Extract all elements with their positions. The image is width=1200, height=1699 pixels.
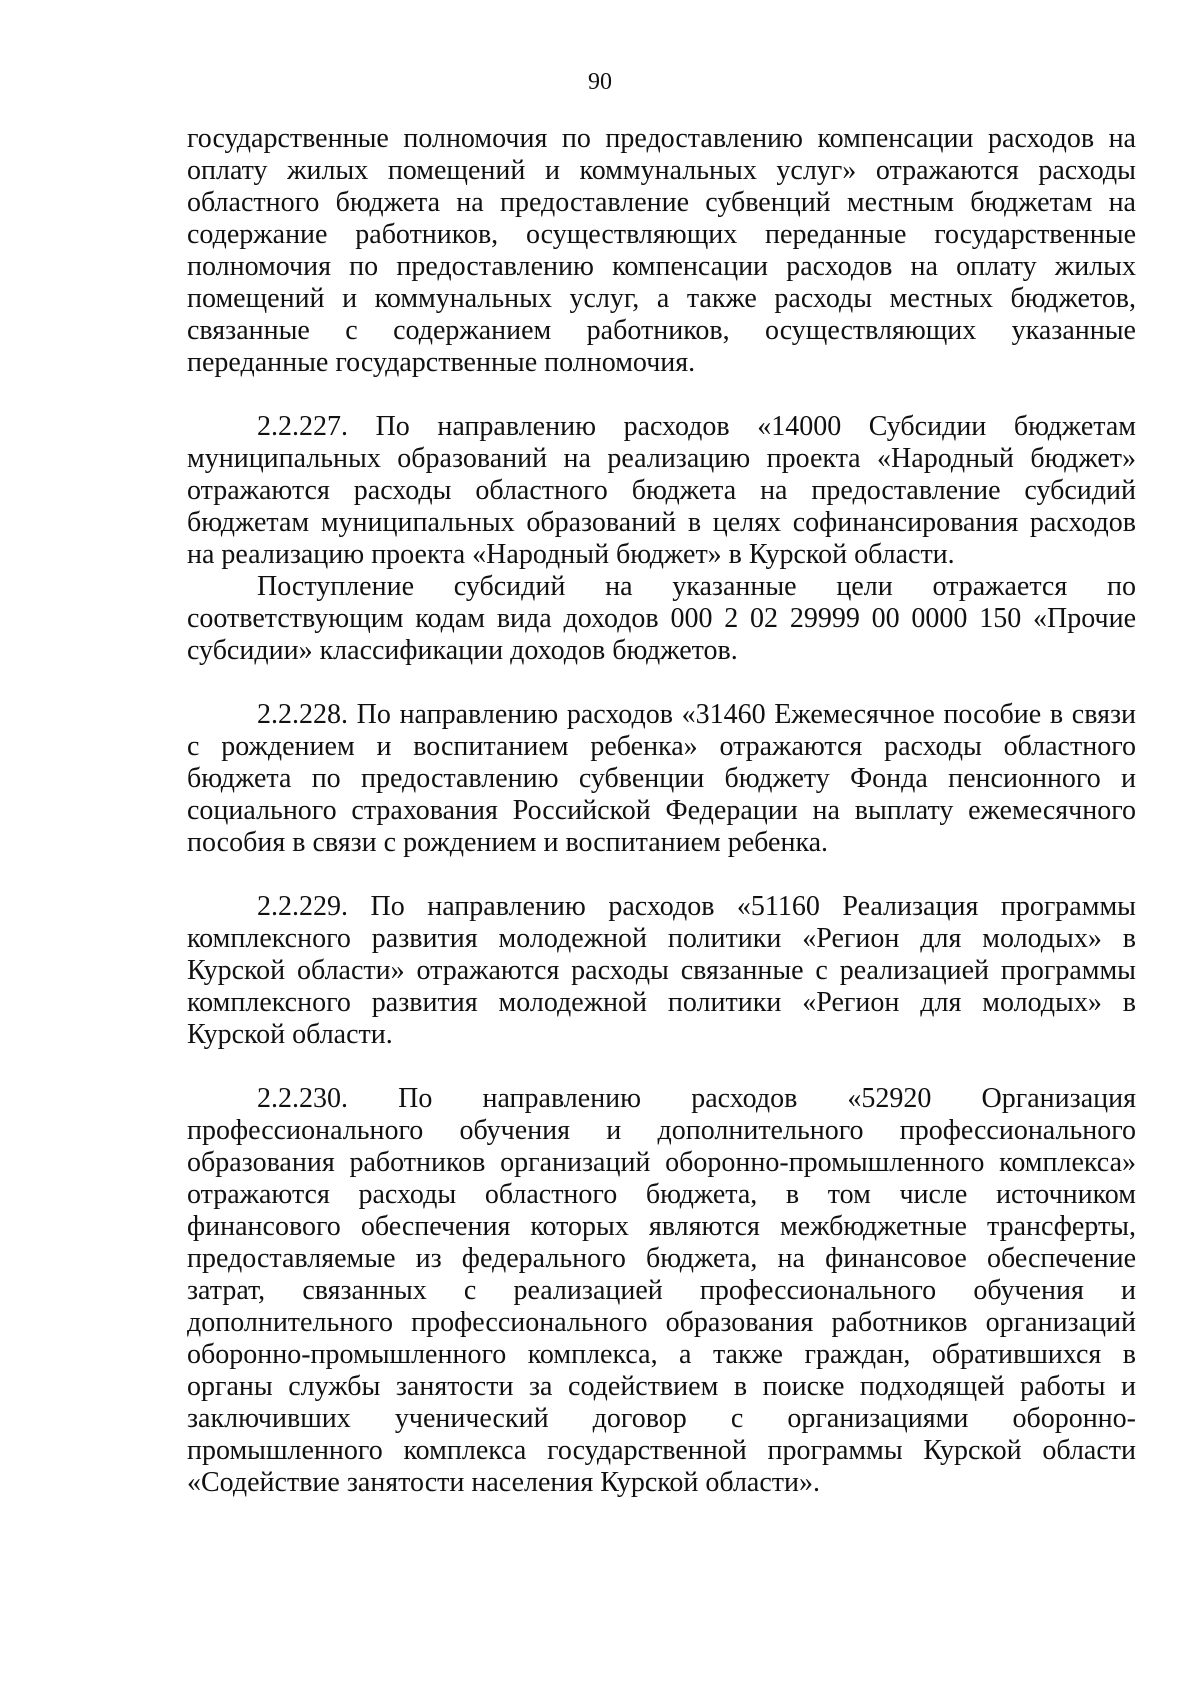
- paragraph-subsidy-receipt: Поступление субсидий на указанные цели отражается по соответствующим кодам вида доходов 000 2 02 29999 00 0000 150 «Прочие субсидии» классификации доходов бюджетов.: [187, 571, 1136, 666]
- document-body: [187, 123, 1136, 1499]
- paragraph-2-2-227: 2.2.227. По направлению расходов «14000 Субсидии бюджетам муниципальных образований на реализацию проекта «Народный бюджет» отражаются расходы областного бюджета на предоставление субсидий бюджетам муниципальных образований в целях софинансирования расходов на реализацию проекта «Народный бюджет» в Курской области.: [187, 411, 1136, 570]
- paragraph-2-2-229: 2.2.229. По направлению расходов «51160 Реализация программы комплексного развития молодежной политики «Регион для молодых» в Курской области» отражаются расходы связанные с реализацией программы комплексного развития молодежной политики «Регион для молодых» в Курской области.: [187, 891, 1136, 1050]
- paragraph-continuation: государственные полномочия по предоставлению компенсации расходов на оплату жилых помещений и коммунальных услуг» отражаются расходы областного бюджета на предоставление субвенций местным бюджетам на содержание работников, осуществляющих переданные государственные полномочия по предоставлению компенсации расходов на оплату жилых помещений и коммунальных услуг, а также расходы местных бюджетов, связанные с содержанием работников, осуществляющих указанные переданные государственные полномочия.: [187, 123, 1136, 378]
- paragraph-2-2-230: 2.2.230. По направлению расходов «52920 Организация профессионального обучения и дополнительного профессионального образования работников организаций оборонно-промышленного комплекса» отражаются расходы областного бюджета, в том числе источником финансового обеспечения которых являются межбюджетные трансферты, предоставляемые из федерального бюджета, на финансовое обеспечение затрат, связанных с реализацией профессионального обучения и дополнительного профессионального образования работников организаций оборонно-промышленного комплекса, а также граждан, обратившихся в органы службы занятости за содействием в поиске подходящей работы и заключивших ученический договор с организациями оборонно-промышленного комплекса государственной программы Курской области «Содействие занятости населения Курской области».: [187, 1083, 1136, 1498]
- page-number: 90: [588, 69, 612, 95]
- paragraph-2-2-228: 2.2.228. По направлению расходов «31460 Ежемесячное пособие в связи с рождением и воспитанием ребенка» отражаются расходы областного бюджета по предоставлению субвенции бюджету Фонда пенсионного и социального страхования Российской Федерации на выплату ежемесячного пособия в связи с рождением и воспитанием ребенка.: [187, 699, 1136, 858]
